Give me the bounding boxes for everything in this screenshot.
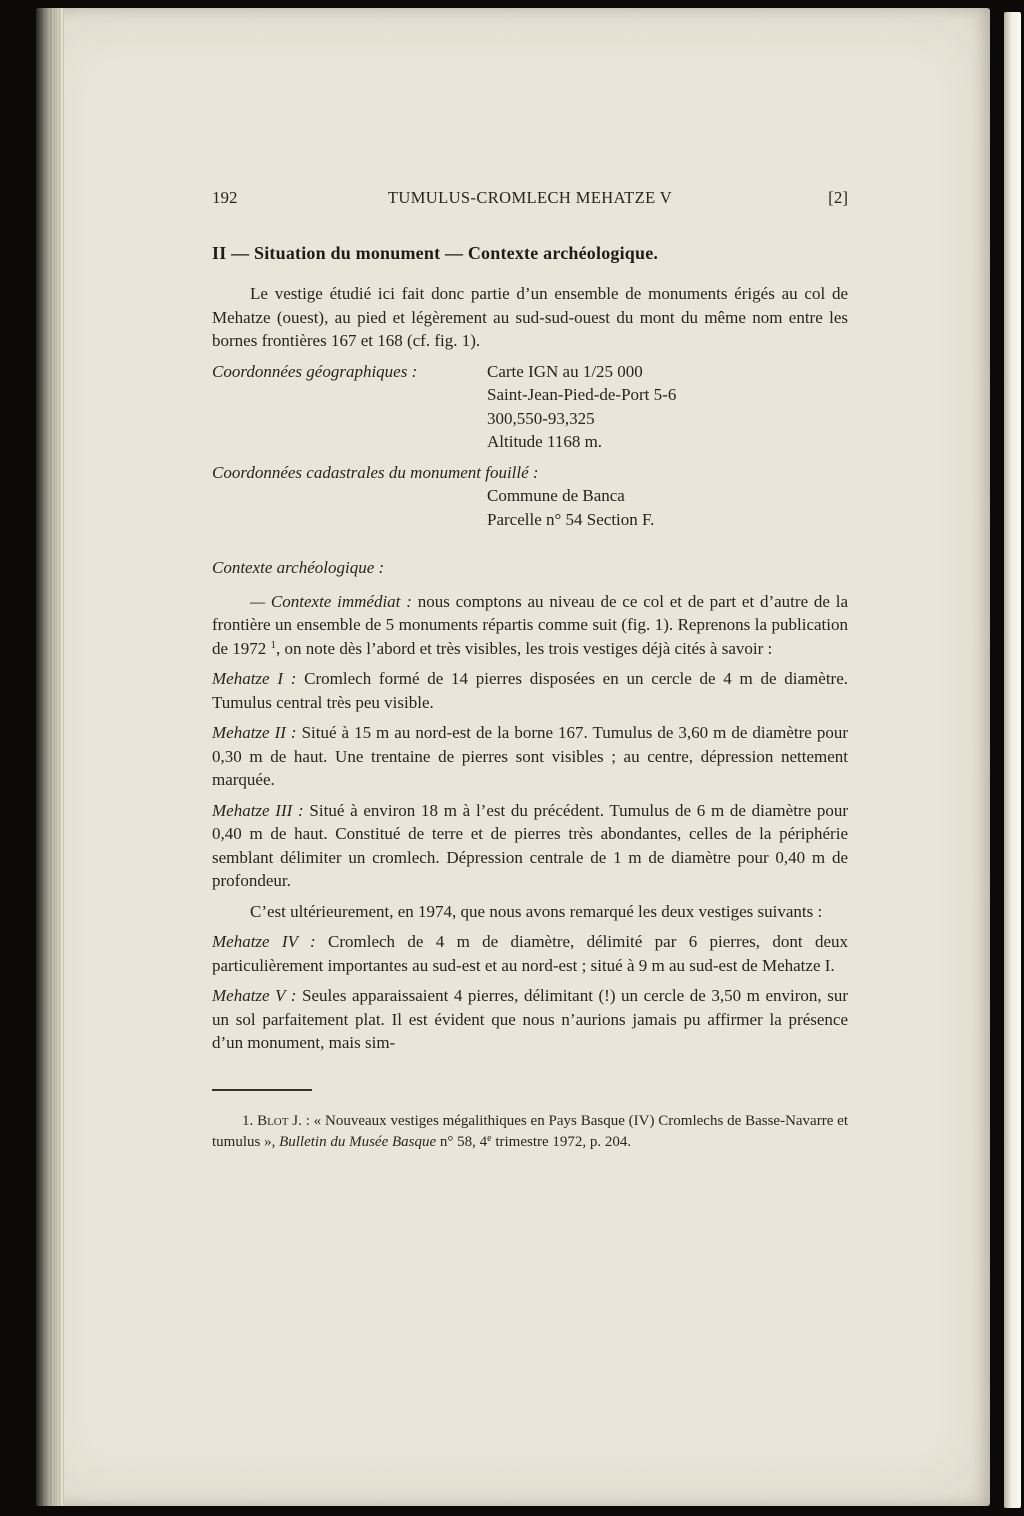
mehatze-entry — [212, 984, 848, 1055]
entry-text: Situé à 15 m au nord-est de la borne 167. Tumulus de 3,60 m de diamètre pour 0,30 m de haut. Une trentaine de pierres sont visibles ; au centre, dépression nettement marquée. — [212, 723, 848, 789]
next-page-sliver — [1004, 12, 1021, 1508]
footnote — [212, 1111, 848, 1154]
page-number: 192 — [212, 188, 238, 207]
geo-coordinate-value: Carte IGN au 1/25 000 — [487, 361, 643, 381]
section-heading: II — Situation du monument — Contexte archéologique. — [212, 242, 659, 263]
entry-label: Mehatze II : — [212, 723, 297, 742]
contexte-immediat-paragraph — [212, 590, 848, 661]
entry-label: Mehatze III : — [212, 800, 304, 820]
entry-text: Seules apparaissaient 4 pierres, délimitant (!) un cercle de 3,50 m environ, sur un sol parfaitement plat. Il est évident que nous n’aurions jamais pu affirmer la présence d’un monument, mais sim- — [212, 986, 848, 1052]
footnote-area — [212, 1089, 848, 1154]
entry-label: Mehatze V : — [212, 986, 297, 1005]
leaf-number: [2] — [828, 188, 848, 207]
geo-coordinates — [212, 360, 848, 454]
entry-label: Mehatze I : — [212, 669, 297, 688]
geo-coordinates-label: Coordonnées géographiques : — [212, 361, 418, 381]
intro-paragraph: Le vestige étudié ici fait donc partie d’un ensemble de monuments érigés au col de Mehatze (ouest), au pied et légèrement au sud-sud-ouest du mont du même nom entre les bornes frontières 167 et 168 (cf. fig. 1). — [212, 284, 848, 350]
footnote-rule — [212, 1089, 312, 1091]
mehatze-entry — [212, 667, 848, 714]
cadastral-coordinate-values — [487, 484, 848, 531]
entry-label: Mehatze IV : — [212, 932, 316, 951]
footnote-author: Blot — [257, 1112, 289, 1129]
running-title: TUMULUS-CROMLECH MEHATZE V — [387, 188, 673, 207]
footnote-journal: Bulletin du Musée Basque — [279, 1134, 437, 1150]
geo-coordinate-values — [487, 383, 848, 454]
page-stack-edge — [36, 8, 64, 1506]
contexte-heading: Contexte archéologique : — [212, 558, 385, 577]
interlude-paragraph: C’est ultérieurement, en 1974, que nous avons remarqué les deux vestiges suivants : — [250, 901, 823, 921]
footnote-text: J. : « Nouveaux vestiges mégalithiques en Pays Basque (IV) Cromlechs de Basse-Navarre et tumulus », — [212, 1112, 849, 1150]
cadastral-coordinates-label: Coordonnées cadastrales du monument fouillé : — [212, 462, 539, 482]
contexte-immediat-text: nous comptons au niveau de ce col et de part et d’autre de la frontière un ensemble de 5 monuments répartis comme suit (fig. 1). Reprenons la publication de 1972 — [212, 591, 849, 658]
cadastral-coordinates — [212, 461, 848, 532]
mehatze-entry — [212, 799, 848, 893]
entry-text: Cromlech formé de 14 pierres disposées en un cercle de 4 m de diamètre. Tumulus central très peu visible. — [212, 669, 849, 712]
page-content — [212, 186, 848, 1154]
footnote-text: trimestre 1972, p. 204. — [491, 1134, 632, 1150]
cadastral-coordinate-value: Commune de Banca — [487, 486, 625, 505]
contexte-immediat-text: , on note dès l’abord et très visibles, les trois vestiges déjà cités à savoir : — [276, 638, 773, 658]
book-page — [36, 8, 990, 1506]
cadastral-coordinate-value: Parcelle n° 54 Section F. — [487, 509, 655, 529]
entry-text: Cromlech de 4 m de diamètre, délimité par 6 pierres, dont deux particulièrement importantes au sud-est et au nord-est ; situé à 9 m au sud-est de Mehatze I. — [212, 932, 848, 975]
contexte-immediat-label: — Contexte immédiat : — [250, 591, 412, 611]
geo-coordinates-line — [212, 360, 848, 384]
geo-coordinate-value: Saint-Jean-Pied-de-Port 5-6 — [487, 385, 677, 404]
entry-text: Situé à environ 18 m à l’est du précédent. Tumulus de 6 m de diamètre pour 0,40 m de haut. Constitué de terre et de pierres très abondantes, celles de la périphérie semblant délimiter un cromlech. Dépression centrale de 1 m de diamètre pour 0,40 m de profondeur. — [212, 800, 848, 890]
mehatze-entry — [212, 930, 848, 977]
mehatze-entry — [212, 721, 848, 792]
footnote-text: n° 58, 4 — [436, 1134, 488, 1150]
geo-coordinate-value: 300,550-93,325 — [487, 408, 595, 428]
footnote-number: 1. — [242, 1112, 258, 1129]
footnote-reference: 1 — [270, 638, 277, 651]
geo-coordinate-value: Altitude 1168 m. — [487, 432, 603, 451]
footnote-ordinal: e — [487, 1133, 492, 1144]
running-header — [212, 186, 848, 210]
